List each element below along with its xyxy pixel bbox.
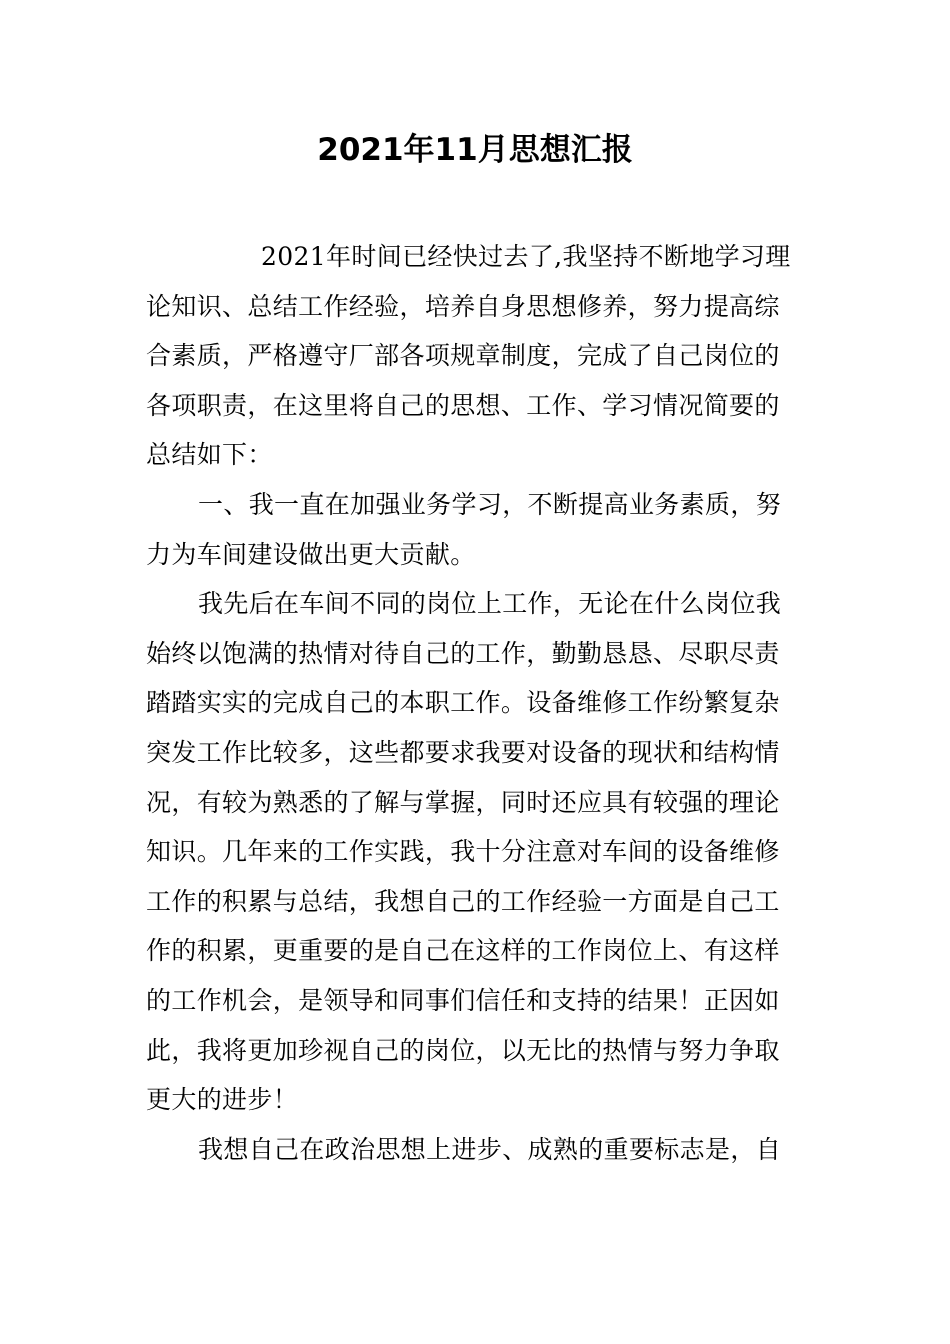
body-line: 突发工作比较多，这些都要求我要对设备的现状和结构情 [146, 737, 780, 767]
body-line: 工作的积累与总结，我想自己的工作经验一方面是自己工 [146, 886, 780, 916]
document-body [146, 232, 806, 1174]
body-line: 踏踏实实的完成自己的本职工作。设备维修工作纷繁复杂 [146, 688, 780, 718]
body-line: 论知识、总结工作经验，培养自身思想修养，努力提高综 [146, 291, 780, 321]
body-line: 作的积累，更重要的是自己在这样的工作岗位上、有这样 [146, 936, 780, 966]
body-line: 的工作机会，是领导和同事们信任和支持的结果！正因如 [146, 985, 780, 1015]
body-line: 各项职责，在这里将自己的思想、工作、学习情况简要的 [146, 390, 780, 420]
document-title: 2021年11月思想汇报 [317, 132, 633, 168]
body-line: 更大的进步！ [146, 1085, 299, 1115]
body-line: 始终以饱满的热情对待自己的工作，勤勤恳恳、尽职尽责 [146, 638, 780, 668]
body-line: 此，我将更加珍视自己的岗位，以无比的热情与努力争取 [146, 1035, 780, 1065]
body-line: 合素质，严格遵守厂部各项规章制度，完成了自己岗位的 [146, 341, 780, 371]
body-line: 知识。几年来的工作实践，我十分注意对车间的设备维修 [146, 837, 780, 867]
body-line: 一、我一直在加强业务学习，不断提高业务素质，努 [198, 489, 782, 519]
body-line: 2021年时间已经快过去了,我坚持不断地学习理 [261, 242, 791, 271]
body-line: 总结如下： [146, 440, 273, 470]
body-line: 力为车间建设做出更大贡献。 [146, 539, 476, 569]
body-line: 况，有较为熟悉的了解与掌握，同时还应具有较强的理论 [146, 787, 780, 817]
body-line: 我先后在车间不同的岗位上工作，无论在什么岗位我 [198, 589, 782, 619]
body-line: 我想自己在政治思想上进步、成熟的重要标志是，自 [198, 1134, 782, 1164]
